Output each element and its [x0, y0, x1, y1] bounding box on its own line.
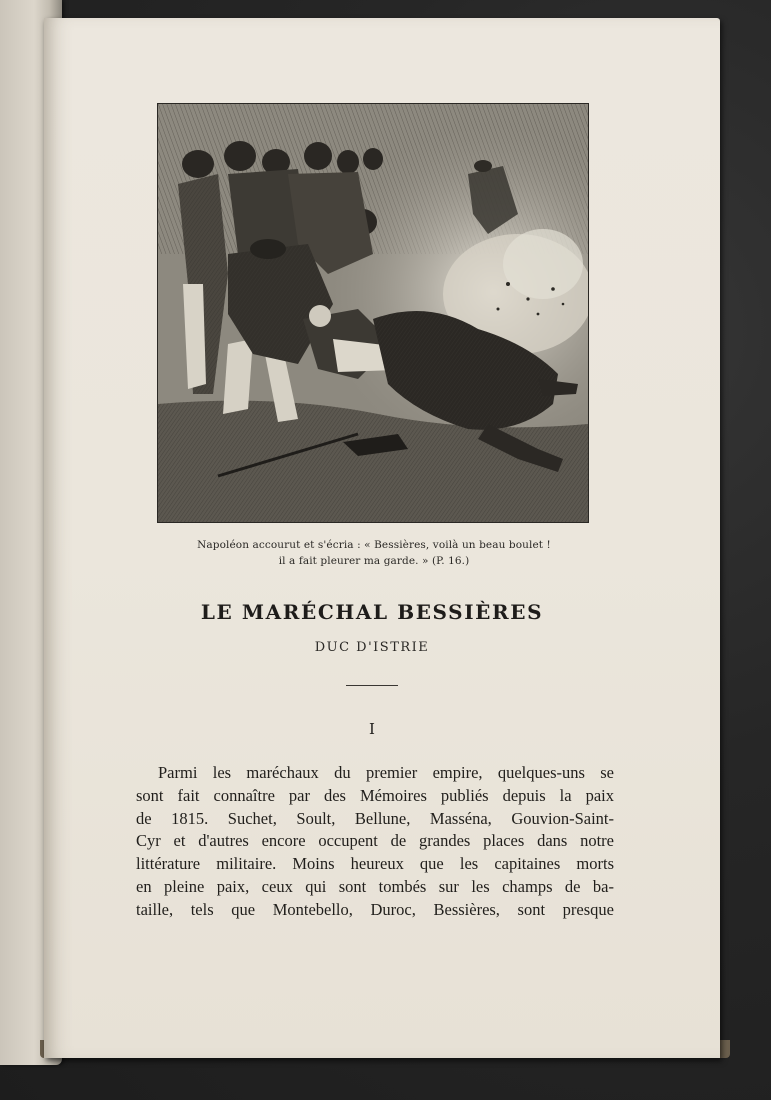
- body-line: Parmi les maréchaux du premier empire, quelques-uns se: [158, 763, 614, 782]
- body-line: de 1815. Suchet, Soult, Bellune, Masséna, Gouvion-Saint-: [136, 808, 614, 828]
- title-divider: [346, 685, 398, 686]
- chapter-subtitle: DUC D'ISTRIE: [314, 640, 430, 655]
- body-line: taille, tels que Montebello, Duroc, Bessières, sont presque: [136, 899, 614, 919]
- illustration-caption-line-2: il a fait pleurer ma garde. » (P. 16.): [278, 555, 470, 567]
- chapter-title: LE MARÉCHAL BESSIÈRES: [200, 600, 544, 624]
- body-line: littérature militaire. Moins heureux que les capitaines morts: [136, 854, 614, 874]
- book-page: [44, 18, 720, 1058]
- body-line: en pleine paix, ceux qui sont tombés sur les champs de ba-: [136, 876, 614, 896]
- body-line: Cyr et d'autres encore occupent de grandes places dans notre: [136, 831, 614, 851]
- section-numeral: I: [369, 720, 375, 738]
- body-line: sont fait connaître par des Mémoires publiés depuis la paix: [136, 785, 614, 805]
- illustration-caption-line-1: Napoléon accourut et s'écria : « Bessières, voilà un beau boulet !: [197, 539, 551, 551]
- engraving-image: [158, 104, 588, 522]
- engraving-illustration: [157, 103, 589, 523]
- body-paragraph: [136, 762, 614, 922]
